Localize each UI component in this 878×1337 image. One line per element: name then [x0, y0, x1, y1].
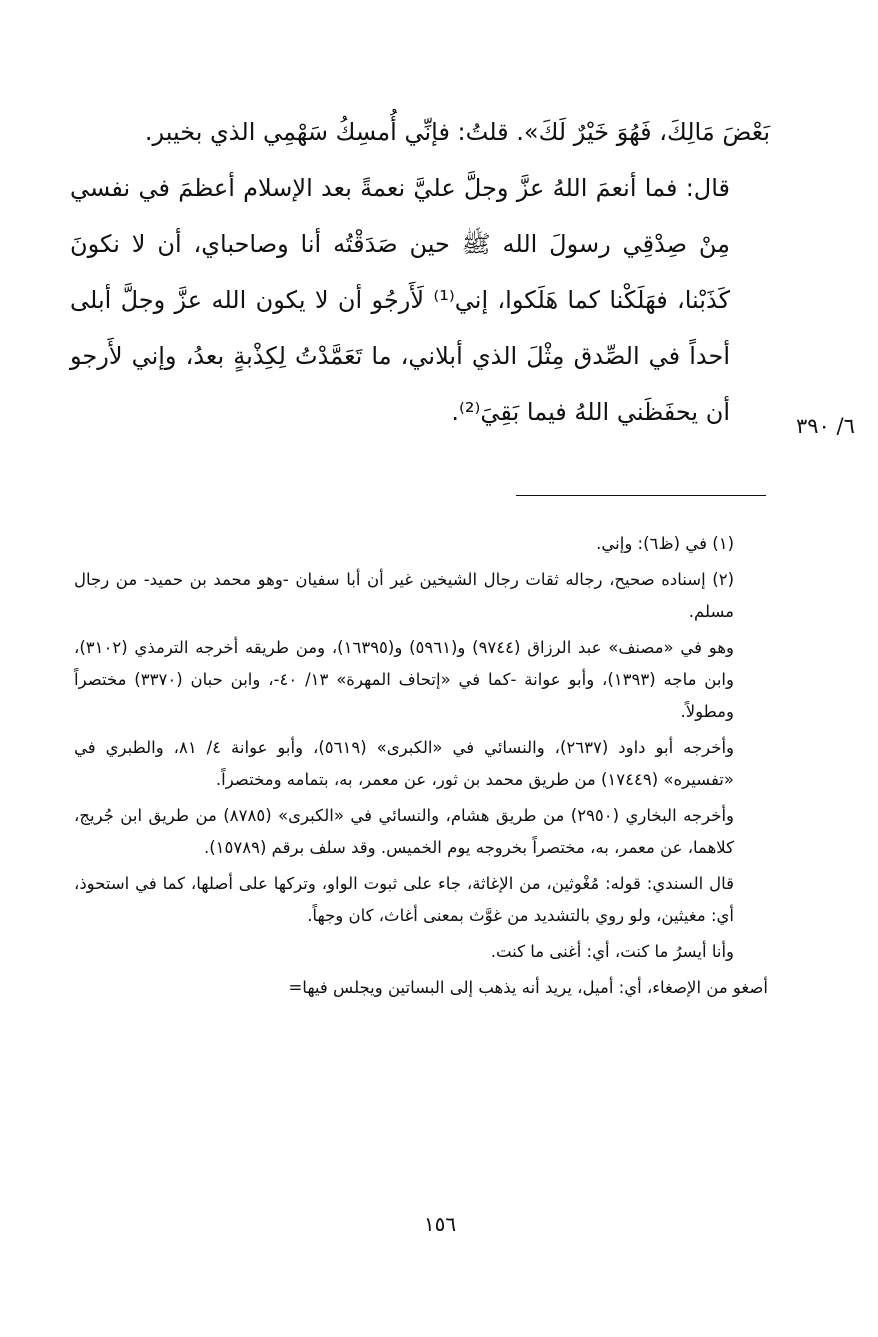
footnote-separator-rule: [516, 495, 766, 496]
footnote-paragraph: وأخرجه أبو داود (٢٦٣٧)، والنسائي في «الكبرى» (٥٦١٩)، وأبو عوانة ٤/ ٨١، والطبري في «تفسيره» (١٧٤٤٩) من طريق محمد بن ثور، عن معمر، به، بتمامه ومختصراً.: [74, 738, 734, 789]
footnote-paragraph: قال السندي: قوله: مُغْوثين، من الإغاثة، جاء على ثبوت الواو، وتركها على أصلها، كما في استحوذ، أي: مغيثين، ولو روي بالتشديد من غوَّث بمعنى أغاث، كان وجهاً.: [74, 874, 734, 925]
main-paragraph-2: قال: فما أنعمَ اللهُ عزَّ وجلَّ عليَّ نعمةً بعد الإسلام أعظمَ في نفسي مِنْ صِدْقِي رسولَ الله ﷺ حين صَدَقْتُه أنا وصاحباي، أن لا نكونَ كَذَبْنا، فهَلَكْنا كما هَلَكوا، إني⁽¹⁾ لَأَرجُو أن لا يكون الله عزَّ وجلَّ أبلى أحداً في الصِّدق مِثْلَ الذي أبلاني، ما تَعَمَّدْتُ لِكِذْبةٍ بعدُ، وإني لأَرجو أن يحفَظَني اللهُ فيما بَقِيَ⁽²⁾.: [70, 174, 730, 426]
footnote-paragraph: وأخرجه البخاري (٢٩٥٠) من طريق هشام، والنسائي في «الكبرى» (٨٧٨٥) من طريق ابن جُريج، كلاهما، عن معمر، به، مختصراً بخروجه يوم الخميس. وقد سلف برقم (١٥٧٨٩).: [74, 806, 734, 857]
footnote-paragraph: وهو في «مصنف» عبد الرزاق (٩٧٤٤) و(٥٩٦١) و(١٦٣٩٥)، ومن طريقه أخرجه الترمذي (٣١٠٢)، وابن ماجه (١٣٩٣)، وأبو عوانة -كما في «إتحاف المهرة» ١٣/ ٤٠-، وابن حبان (٣٣٧٠) مختصراً ومطولاً.: [74, 638, 734, 721]
footnote-2: (٢) إسناده صحيح، رجاله ثقات رجال الشيخين غير أن أبا سفيان -وهو محمد بن حميد- من رجال مسلم.: [74, 570, 734, 621]
main-paragraph-1: بَعْضَ مَالِكَ، فَهُوَ خَيْرٌ لَكَ». قلتُ: فإنِّي أُمسِكُ سَهْمِي الذي بخيبر.: [144, 118, 770, 146]
margin-volume-page-reference: ٦/ ٣٩٠: [796, 414, 855, 438]
footnote-paragraph: وأنا أيسرُ ما كنت، أي: أغنى ما كنت.: [490, 942, 734, 961]
footnotes: [74, 528, 768, 1008]
footnote-paragraph: أصغو من الإصغاء، أي: أميل، يريد أنه يذهب إلى البساتين ويجلس فيها=: [288, 978, 768, 997]
footnote-1: (١) في (ظ٦): وإني.: [596, 534, 734, 553]
main-text: [70, 104, 770, 440]
page-number: ١٥٦: [423, 1212, 457, 1236]
